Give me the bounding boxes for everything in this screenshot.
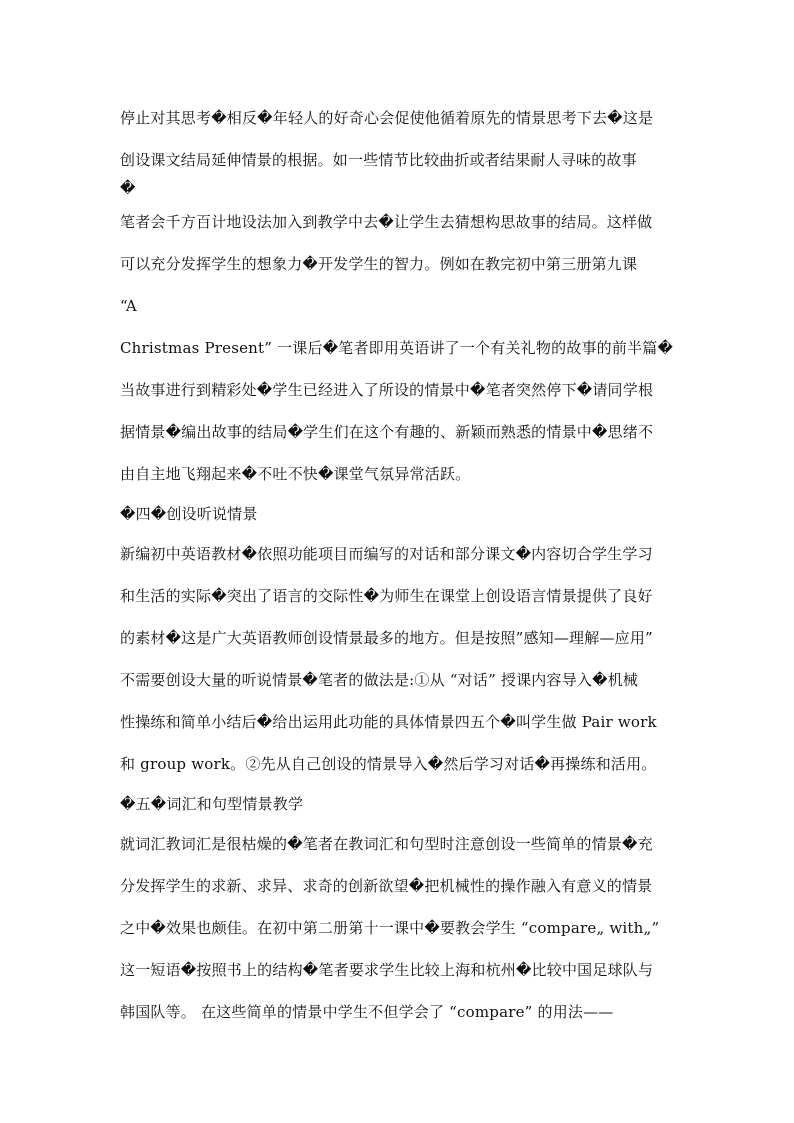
paragraph-line: 之中�效果也颇佳。在初中第二册第十一课中�要教会学生 “compare„ with„” <box>120 919 660 937</box>
paragraph-line: 韩国队等。 在这些简单的情景中学生不但学会了 “compare” 的用法—— <box>120 1003 614 1021</box>
paragraph-line: 创设课文结局延伸情景的根据。如一些情节比较曲折或者结果耐人寻味的故事 <box>120 151 637 169</box>
paragraph-line: 和生活的实际�突出了语言的交际性�为师生在课堂上创设语言情景提供了良好 <box>120 587 653 605</box>
paragraph-line: Christmas Present” 一课后�笔者即用英语讲了一个有关礼物的故事的前半篇� <box>120 339 674 357</box>
paragraph-line: 当故事进行到精彩处�学生已经进入了所设的情景中�笔者突然停下�请同学根 <box>120 381 654 399</box>
paragraph-line: 笔者会千方百计地设法加入到教学中去�让学生去猜想构思故事的结局。这样做 <box>120 213 653 231</box>
section-heading: �五�词汇和句型情景教学 <box>120 795 304 813</box>
paragraph-line: “A <box>120 297 137 315</box>
section-heading: �四�创设听说情景 <box>120 505 258 523</box>
paragraph-line: 停止对其思考�相反�年轻人的好奇心会促使他循着原先的情景思考下去�这是 <box>120 109 654 127</box>
paragraph-line: 就词汇教词汇是很枯燥的�笔者在教词汇和句型时注意创设一些简单的情景�充 <box>120 835 653 853</box>
paragraph-line: 不需要创设大量的听说情景�笔者的做法是:①从 “对话” 授课内容导入�机械 <box>120 671 639 689</box>
paragraph-line: 新编初中英语教材�依照功能项目而编写的对话和部分课文�内容切合学生学习 <box>120 545 653 563</box>
paragraph-line: 由自主地飞翔起来�不吐不快�课堂气氛异常活跃。 <box>120 465 471 483</box>
paragraph-line: 和 group work。②先从自己创设的情景导入�然后学习对话�再操练和活用。 <box>120 755 657 773</box>
paragraph-line: 据情景�编出故事的结局�学生们在这个有趣的、新颖而熟悉的情景中�思绪不 <box>120 423 654 441</box>
paragraph-line: 分发挥学生的求新、求异、求奇的创新欲望�把机械性的操作融入有意义的情景 <box>120 877 653 895</box>
paragraph-line: 的素材�这是广大英语教师创设情景最多的地方。但是按照”感知—理解—应用” <box>120 629 653 647</box>
paragraph-line: 性操练和简单小结后�给出运用此功能的具体情景四五个�叫学生做 Pair work <box>120 713 657 731</box>
paragraph-line: � <box>120 179 136 197</box>
paragraph-line: 这一短语�按照书上的结构�笔者要求学生比较上海和杭州�比较中国足球队与 <box>120 961 654 979</box>
paragraph-line: 可以充分发挥学生的想象力�开发学生的智力。例如在教完初中第三册第九课 <box>120 255 638 273</box>
